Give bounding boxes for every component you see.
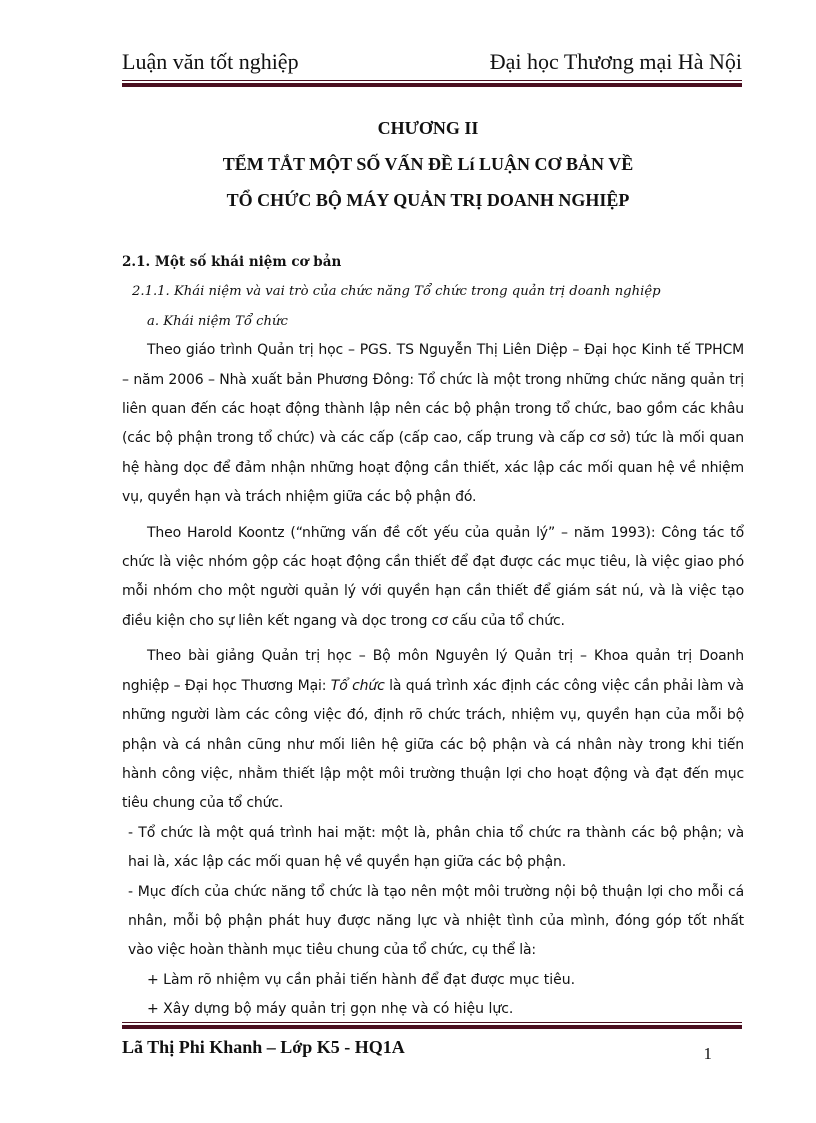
page-number: 1 (703, 1044, 712, 1063)
paragraph-lecture-start: Theo bài giảng Quản trị học – Bộ môn Nguyên lý Quản trị – Khoa quản trị Doanh nghiệp – Đại học Thương Mại: (122, 648, 744, 694)
plus-item-build-apparatus: + Xây dựng bộ máy quản trị gọn nhẹ và có hiệu lực. (147, 1001, 514, 1018)
paragraph-lecture-end: là quá trình xác định các công việc cần phải làm và những người làm các công việc đó, định rõ chức trách, nhiệm vụ, quyền hạn của mỗi bộ phận và cá nhân cũng như mối liên hệ giữa các bộ phận và cá nhân này trong khi tiến hành công việc, nhằm thiết lập một môi trường thuận lợi cho hoạt động và đạt đến mục tiêu chung của tổ chức. (122, 677, 744, 812)
chapter-title-block (100, 110, 756, 218)
emphasis-term: Tổ chức (330, 677, 385, 694)
header-right-title: Đại học Thương mại Hà Nội (489, 49, 742, 74)
bullet-purpose: - Mục đích của chức năng tổ chức là tạo nên một môi trường nội bộ thuận lợi cho mỗi cá nhân, mỗi bộ phận phát huy được năng lực và nhiệt tình của mình, đóng góp tốt nhất vào việc hoàn thành mục tiêu chung của tổ chức, cụ thể là: (128, 883, 744, 959)
chapter-title-line-1: TỂM TẮT MỘT SỐ VẤN ĐỀ Lí LUẬN CƠ BẢN VỀ (222, 154, 634, 174)
header-left-title: Luận văn tốt nghiệp (122, 49, 299, 74)
paragraph-koontz-definition: Theo Harold Koontz (“những vấn đề cốt yếu của quản lý” – năm 1993): Công tác tổ chức là việc nhóm gộp các hoạt động cần thiết để đạt được các mục tiêu, là việc giao phó mỗi nhóm cho một người quản lý với quyền hạn cần thiết để giám sát nú, và là việc tạo điều kiện cho sự liên kết ngang và dọc trong cơ cấu của tổ chức. (122, 524, 744, 629)
section-heading: 2.1. Một số khái niệm cơ bản (122, 254, 342, 270)
paragraph-lecture-definition (122, 642, 744, 818)
page-header (122, 48, 742, 76)
chapter-title-line-2: TỔ CHỨC BỘ MÁY QUẢN TRỊ DOANH NGHIỆP (226, 190, 630, 210)
page-footer (122, 1030, 712, 1064)
plus-item-clarify-tasks: + Làm rõ nhiệm vụ cần phải tiến hành để đạt được mục tiêu. (147, 971, 576, 988)
document-body (122, 248, 744, 1025)
bullet-two-sides: - Tổ chức là một quá trình hai mặt: một là, phân chia tổ chức ra thành các bộ phận; và hai là, xác lập các mối quan hệ về quyền hạn giữa các bộ phận. (128, 824, 744, 871)
subsubsection-heading: a. Khái niệm Tổ chức (147, 313, 288, 329)
header-rule (122, 80, 742, 87)
footer-author: Lã Thị Phi Khanh – Lớp K5 - HQ1A (122, 1036, 405, 1057)
footer-rule (122, 1022, 742, 1029)
paragraph-textbook-definition: Theo giáo trình Quản trị học – PGS. TS Nguyễn Thị Liên Diệp – Đại học Kinh tế TPHCM – năm 2006 – Nhà xuất bản Phương Đông: Tổ chức là một trong những chức năng quản trị liên quan đến các hoạt động thành lập nên các bộ phận trong tổ chức, bao gồm các khâu (các bộ phận trong tổ chức) và các cấp (cấp cao, cấp trung và cấp cơ sở) tức là mối quan hệ hàng dọc để đảm nhận những hoạt động cần thiết, xác lập các mối quan hệ về nhiệm vụ, quyền hạn và trách nhiệm giữa các bộ phận đó. (122, 342, 744, 506)
subsection-heading: 2.1.1. Khái niệm và vai trò của chức năng Tổ chức trong quản trị doanh nghiệp (132, 284, 661, 300)
chapter-number: CHƯƠNG II (377, 118, 479, 138)
